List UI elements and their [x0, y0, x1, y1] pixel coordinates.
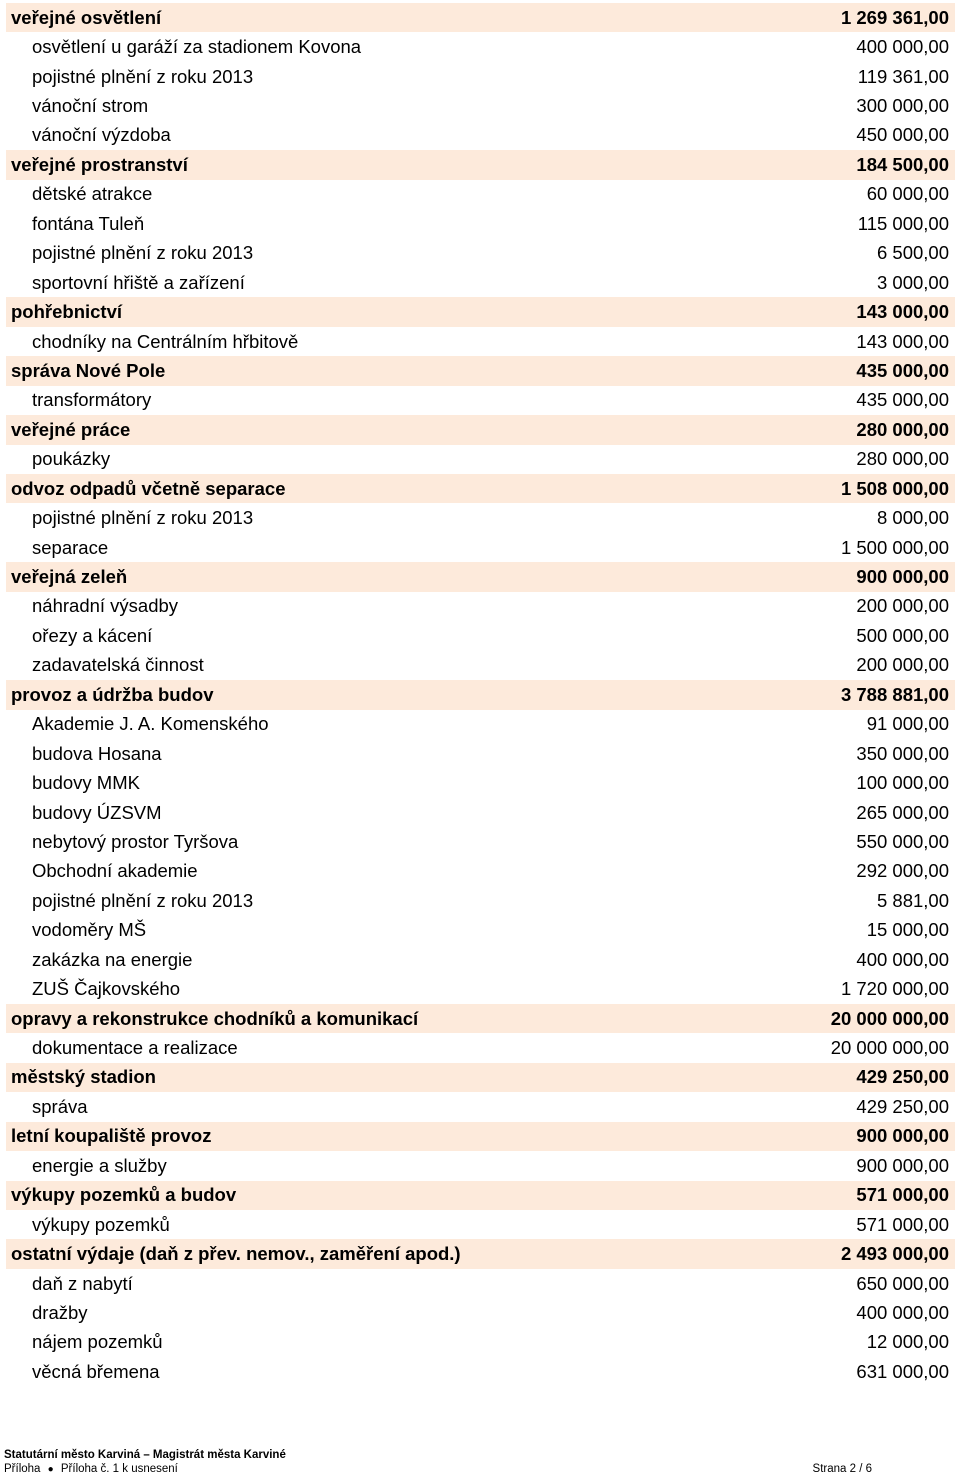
bullet-icon: ● [47, 1464, 54, 1475]
item-amount: 900 000,00 [856, 1154, 949, 1176]
item-label: sportovní hřiště a zařízení [32, 271, 245, 293]
item-label: věcná břemena [32, 1360, 160, 1382]
category-row [6, 474, 955, 503]
item-label: dokumentace a realizace [32, 1037, 238, 1059]
item-row [6, 32, 955, 61]
category-label: odvoz odpadů včetně separace [11, 477, 286, 499]
category-amount: 435 000,00 [856, 359, 949, 381]
item-amount: 1 500 000,00 [840, 536, 949, 558]
category-label: veřejné prostranství [11, 153, 188, 175]
budget-table [6, 3, 955, 1387]
category-amount: 143 000,00 [856, 301, 949, 323]
category-label: provoz a údržba budov [11, 683, 214, 705]
item-label: osvětlení u garáží za stadionem Kovona [32, 36, 362, 58]
item-amount: 631 000,00 [856, 1360, 949, 1382]
item-label: výkupy pozemků [32, 1213, 170, 1235]
item-row [6, 209, 955, 238]
item-amount: 650 000,00 [856, 1272, 949, 1294]
item-row [6, 503, 955, 532]
item-label: chodníky na Centrálním hřbitově [32, 330, 299, 352]
category-amount: 184 500,00 [856, 153, 949, 175]
item-amount: 400 000,00 [856, 948, 949, 970]
category-label: opravy a rekonstrukce chodníků a komunikací [11, 1007, 419, 1029]
footer-attachment-info [4, 1462, 178, 1477]
item-label: náhradní výsadby [32, 595, 179, 617]
item-row [6, 974, 955, 1003]
item-row [6, 886, 955, 915]
footer-organization: Statutární město Karviná – Magistrát města Karviné [4, 1449, 286, 1461]
item-label: fontána Tuleň [32, 212, 145, 234]
category-row [6, 1239, 955, 1268]
category-row [6, 680, 955, 709]
item-amount: 20 000 000,00 [830, 1037, 949, 1059]
item-row [6, 180, 955, 209]
category-label: pohřebnictví [11, 301, 123, 323]
category-row [6, 3, 955, 32]
category-row [6, 415, 955, 444]
item-row [6, 739, 955, 768]
category-label: ostatní výdaje (daň z přev. nemov., zaměření apod.) [11, 1243, 461, 1265]
item-row [6, 1092, 955, 1121]
category-amount: 900 000,00 [856, 566, 949, 588]
item-row [6, 798, 955, 827]
item-amount: 350 000,00 [856, 742, 949, 764]
item-amount: 292 000,00 [856, 860, 949, 882]
item-row [6, 327, 955, 356]
item-label: dražby [32, 1301, 88, 1323]
item-row [6, 445, 955, 474]
item-row [6, 533, 955, 562]
item-amount: 429 250,00 [856, 1095, 949, 1117]
category-row [6, 150, 955, 179]
item-label: vodoměry MŠ [32, 919, 147, 941]
item-label: pojistné plnění z roku 2013 [32, 65, 254, 87]
item-label: pojistné plnění z roku 2013 [32, 507, 254, 529]
item-amount: 500 000,00 [856, 624, 949, 646]
item-label: pojistné plnění z roku 2013 [32, 242, 254, 264]
item-label: vánoční výzdoba [32, 124, 171, 146]
item-label: daň z nabytí [32, 1272, 133, 1294]
category-label: správa Nové Pole [11, 359, 166, 381]
item-amount: 200 000,00 [856, 595, 949, 617]
item-row [6, 1269, 955, 1298]
item-amount: 400 000,00 [856, 1301, 949, 1323]
item-row [6, 916, 955, 945]
item-amount: 15 000,00 [866, 919, 949, 941]
category-amount: 571 000,00 [856, 1184, 949, 1206]
footer-page-number: Strana 2 / 6 [812, 1463, 872, 1475]
item-row [6, 1210, 955, 1239]
category-label: výkupy pozemků a budov [11, 1184, 237, 1206]
category-label: veřejné práce [11, 418, 131, 440]
item-amount: 100 000,00 [856, 772, 949, 794]
item-row [6, 651, 955, 680]
item-label: poukázky [32, 448, 111, 470]
category-row [6, 1004, 955, 1033]
item-label: separace [32, 536, 109, 558]
category-amount: 429 250,00 [856, 1066, 949, 1088]
item-label: zadavatelská činnost [32, 654, 204, 676]
item-row [6, 857, 955, 886]
item-amount: 8 000,00 [876, 507, 949, 529]
item-amount: 265 000,00 [856, 801, 949, 823]
item-row [6, 945, 955, 974]
item-row [6, 91, 955, 120]
category-amount: 1 269 361,00 [840, 6, 949, 28]
category-row [6, 562, 955, 591]
item-label: vánoční strom [32, 95, 149, 117]
item-amount: 60 000,00 [866, 183, 949, 205]
item-amount: 115 000,00 [857, 212, 949, 234]
item-row [6, 386, 955, 415]
item-amount: 1 720 000,00 [840, 978, 949, 1000]
item-amount: 3 000,00 [876, 271, 949, 293]
category-row [6, 1122, 955, 1151]
item-label: správa [32, 1095, 88, 1117]
item-row [6, 768, 955, 797]
item-row [6, 268, 955, 297]
footer-attachment-line [4, 1462, 872, 1477]
category-row [6, 1063, 955, 1092]
item-label: Obchodní akademie [32, 860, 198, 882]
item-label: ořezy a kácení [32, 624, 153, 646]
item-amount: 6 500,00 [876, 242, 949, 264]
item-label: ZUŠ Čajkovského [32, 978, 181, 1000]
category-label: letní koupaliště provoz [11, 1125, 212, 1147]
item-row [6, 710, 955, 739]
item-label: energie a služby [32, 1154, 167, 1176]
category-label: městský stadion [11, 1066, 156, 1088]
item-row [6, 1357, 955, 1386]
item-row [6, 121, 955, 150]
item-row [6, 239, 955, 268]
item-row [6, 1328, 955, 1357]
item-label: transformátory [32, 389, 152, 411]
item-label: nebytový prostor Tyršova [32, 830, 239, 852]
category-row [6, 356, 955, 385]
item-amount: 550 000,00 [856, 830, 949, 852]
item-amount: 450 000,00 [856, 124, 949, 146]
item-label: dětské atrakce [32, 183, 153, 205]
category-label: veřejná zeleň [11, 566, 128, 588]
item-amount: 435 000,00 [856, 389, 949, 411]
item-amount: 280 000,00 [856, 448, 949, 470]
item-row [6, 1151, 955, 1180]
item-label: zakázka na energie [32, 948, 193, 970]
item-row [6, 592, 955, 621]
category-amount: 900 000,00 [856, 1125, 949, 1147]
item-label: nájem pozemků [32, 1331, 163, 1353]
category-label: veřejné osvětlení [11, 6, 162, 28]
item-row [6, 62, 955, 91]
category-amount: 280 000,00 [856, 418, 949, 440]
item-amount: 12 000,00 [866, 1331, 949, 1353]
item-label: pojistné plnění z roku 2013 [32, 889, 254, 911]
item-row [6, 827, 955, 856]
category-amount: 1 508 000,00 [840, 477, 949, 499]
category-amount: 3 788 881,00 [840, 683, 949, 705]
item-amount: 143 000,00 [856, 330, 949, 352]
item-amount: 200 000,00 [856, 654, 949, 676]
item-label: budovy MMK [32, 772, 140, 794]
item-amount: 5 881,00 [876, 889, 949, 911]
item-amount: 571 000,00 [856, 1213, 949, 1235]
item-amount: 91 000,00 [866, 713, 949, 735]
item-row [6, 621, 955, 650]
category-amount: 20 000 000,00 [830, 1007, 949, 1029]
category-row [6, 297, 955, 326]
item-label: Akademie J. A. Komenského [32, 713, 269, 735]
item-row [6, 1298, 955, 1327]
item-row [6, 1033, 955, 1062]
item-label: budovy ÚZSVM [32, 801, 162, 823]
page-footer [4, 1448, 872, 1477]
category-amount: 2 493 000,00 [840, 1243, 949, 1265]
footer-attachment-label: Příloha [4, 1463, 41, 1475]
footer-attachment-ref: Příloha č. 1 k usnesení [60, 1463, 178, 1475]
item-amount: 300 000,00 [856, 95, 949, 117]
item-amount: 119 361,00 [857, 65, 949, 87]
item-label: budova Hosana [32, 742, 162, 764]
item-amount: 400 000,00 [856, 36, 949, 58]
category-row [6, 1181, 955, 1210]
